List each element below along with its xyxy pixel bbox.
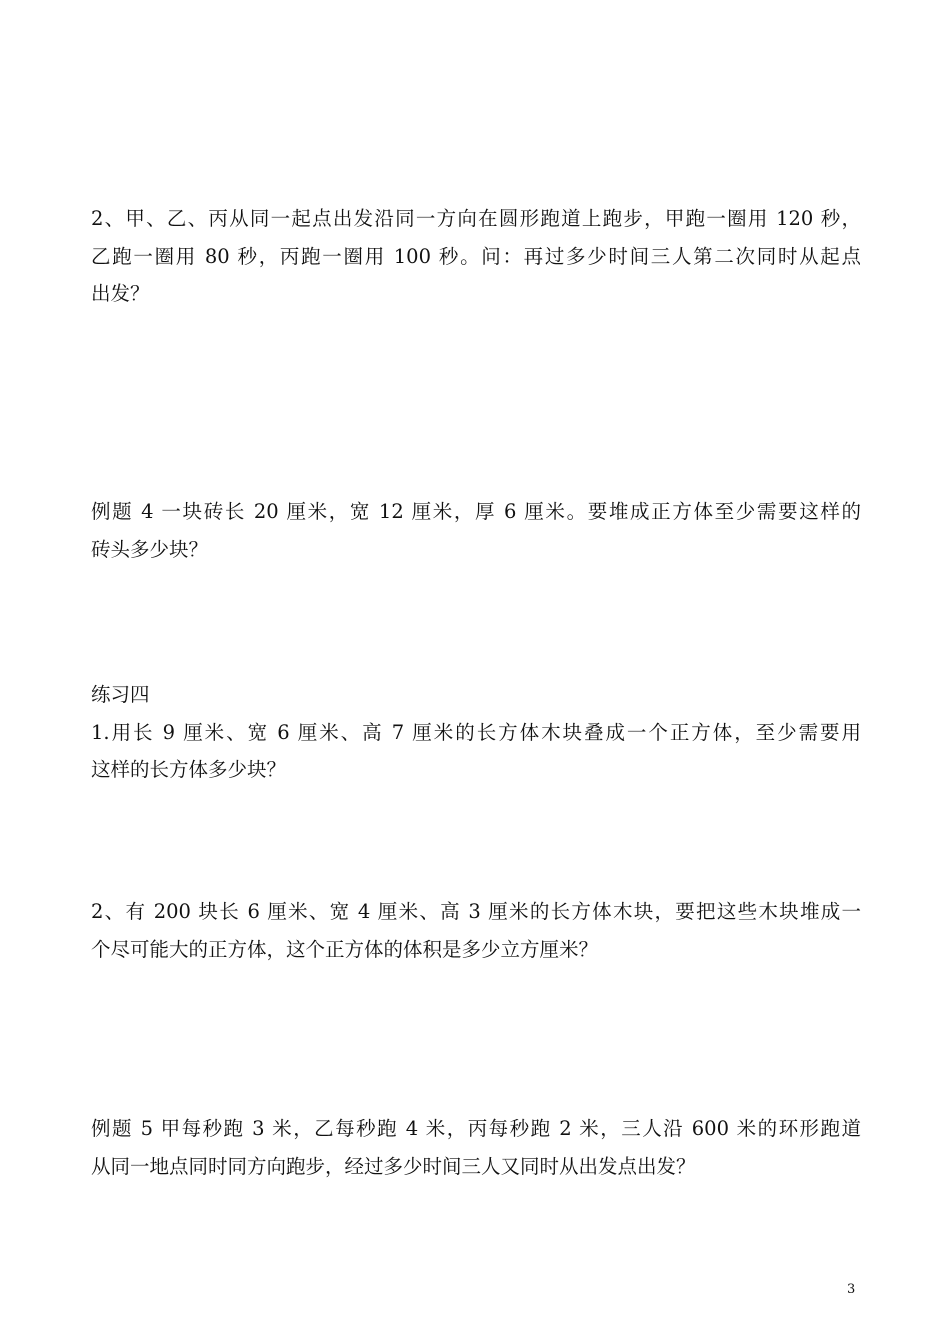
text-line: 2、甲、乙、丙从同一起点出发沿同一方向在圆形跑道上跑步，甲跑一圈用 120 秒，: [91, 207, 861, 230]
example-5: [91, 1110, 861, 1185]
example-4: [91, 493, 861, 568]
text-line: 从同一地点同时同方向跑步，经过多少时间三人又同时从出发点出发？: [91, 1154, 696, 1178]
text-line: 出发？: [91, 282, 150, 305]
text-line: 乙跑一圈用 80 秒，丙跑一圈用 100 秒。问：再过多少时间三人第二次同时从起点: [91, 244, 861, 268]
text-line: 个尽可能大的正方体，这个正方体的体积是多少立方厘米？: [91, 937, 599, 961]
practice-4-section: [91, 676, 861, 789]
text-line: 例题 4 一块砖长 20 厘米，宽 12 厘米，厚 6 厘米。要堆成正方体至少需要这样的: [91, 500, 861, 523]
text-line: 例题 5 甲每秒跑 3 米，乙每秒跑 4 米，丙每秒跑 2 米，三人沿 600 米的环形跑道: [91, 1117, 861, 1140]
practice4-question-2: [91, 893, 861, 968]
text-line: 这样的长方体多少块？: [91, 758, 287, 781]
text-line: 2、有 200 块长 6 厘米、宽 4 厘米、高 3 厘米的长方体木块，要把这些木块堆成一: [91, 900, 861, 923]
page-number: 3: [847, 1282, 856, 1297]
text-line: 砖头多少块？: [91, 537, 209, 561]
text-line: 1.用长 9 厘米、宽 6 厘米、高 7 厘米的长方体木块叠成一个正方体，至少需要用: [91, 720, 861, 744]
section-heading: 练习四: [91, 683, 150, 706]
practice3-question-2: [91, 200, 861, 313]
